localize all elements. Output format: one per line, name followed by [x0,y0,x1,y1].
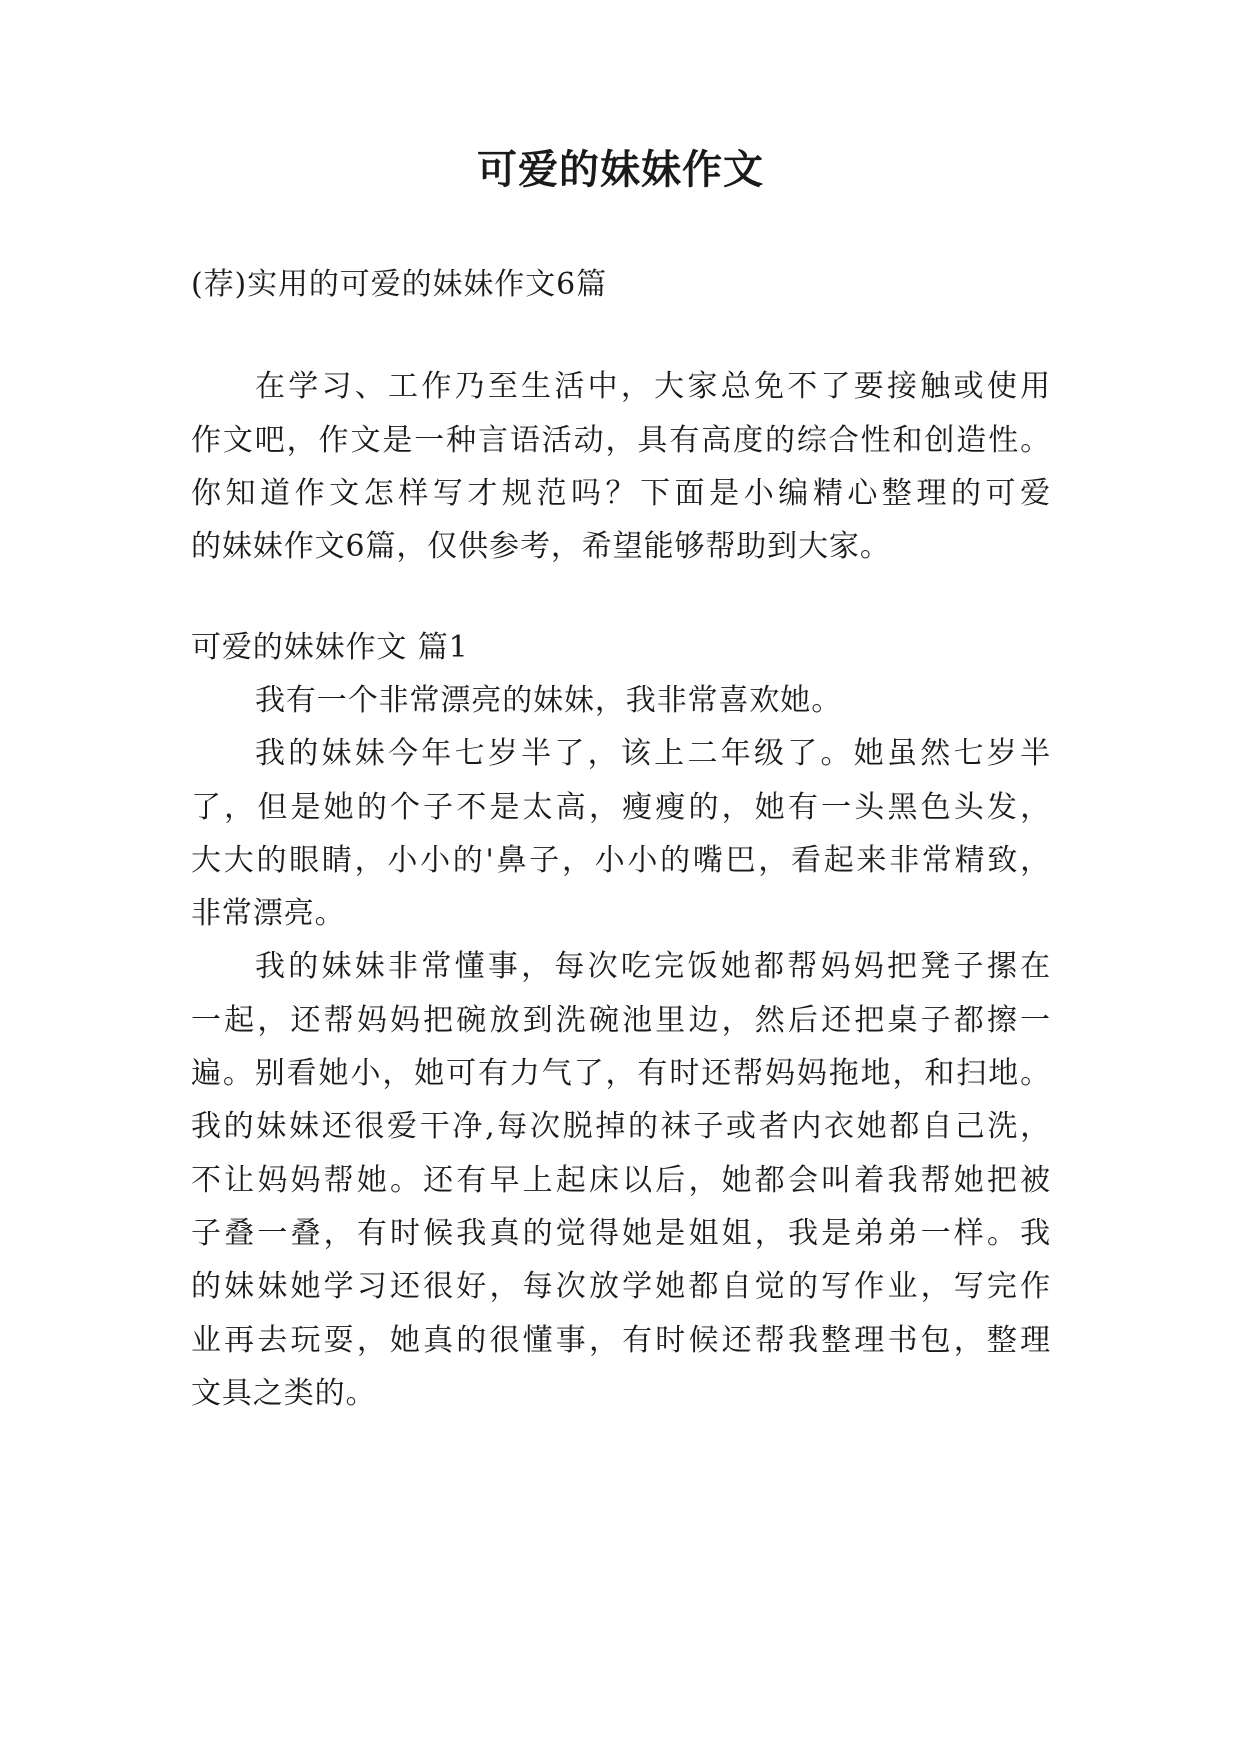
paragraph-line: 业再去玩耍，她真的很懂事，有时候还帮我整理书包，整理 [191,1323,1051,1358]
paragraph-line: 我有一个非常漂亮的妹妹，我非常喜欢她。 [255,683,843,718]
section-heading: 可爱的妹妹作文 篇1 [191,630,469,665]
paragraph-line: 遍。别看她小，她可有力气了，有时还帮妈妈拖地，和扫地。 [191,1056,1051,1091]
paragraph-line: 了，但是她的个子不是太高，瘦瘦的，她有一头黑色头发， [191,790,1051,825]
paragraph-line: 一起，还帮妈妈把碗放到洗碗池里边，然后还把桌子都擦一 [191,1003,1051,1038]
paragraph-line: 我的妹妹非常懂事，每次吃完饭她都帮妈妈把凳子摞在 [255,949,1051,984]
paragraph-line: 我的妹妹还很爱干净,每次脱掉的袜子或者内衣她都自己洗， [191,1109,1051,1144]
paragraph-line: 非常漂亮。 [191,896,346,931]
intro-line: 的妹妹作文6篇，仅供参考，希望能够帮助到大家。 [191,529,891,564]
document-subtitle: (荐)实用的可爱的妹妹作文6篇 [191,267,607,302]
paragraph-line: 文具之类的。 [191,1376,377,1411]
paragraph-line: 子叠一叠，有时候我真的觉得她是姐姐，我是弟弟一样。我 [191,1216,1051,1251]
paragraph-line: 我的妹妹今年七岁半了，该上二年级了。她虽然七岁半 [255,736,1051,771]
intro-line: 在学习、工作乃至生活中，大家总免不了要接触或使用 [255,369,1051,404]
document-title: 可爱的妹妹作文 [477,147,764,193]
paragraph-line: 大大的眼睛，小小的'鼻子，小小的嘴巴，看起来非常精致， [191,843,1051,878]
intro-line: 你知道作文怎样写才规范吗？下面是小编精心整理的可爱 [191,476,1051,511]
intro-line: 作文吧，作文是一种言语活动，具有高度的综合性和创造性。 [191,423,1051,458]
paragraph-line: 不让妈妈帮她。还有早上起床以后，她都会叫着我帮她把被 [191,1163,1051,1198]
paragraph-line: 的妹妹她学习还很好，每次放学她都自觉的写作业，写完作 [191,1269,1051,1304]
